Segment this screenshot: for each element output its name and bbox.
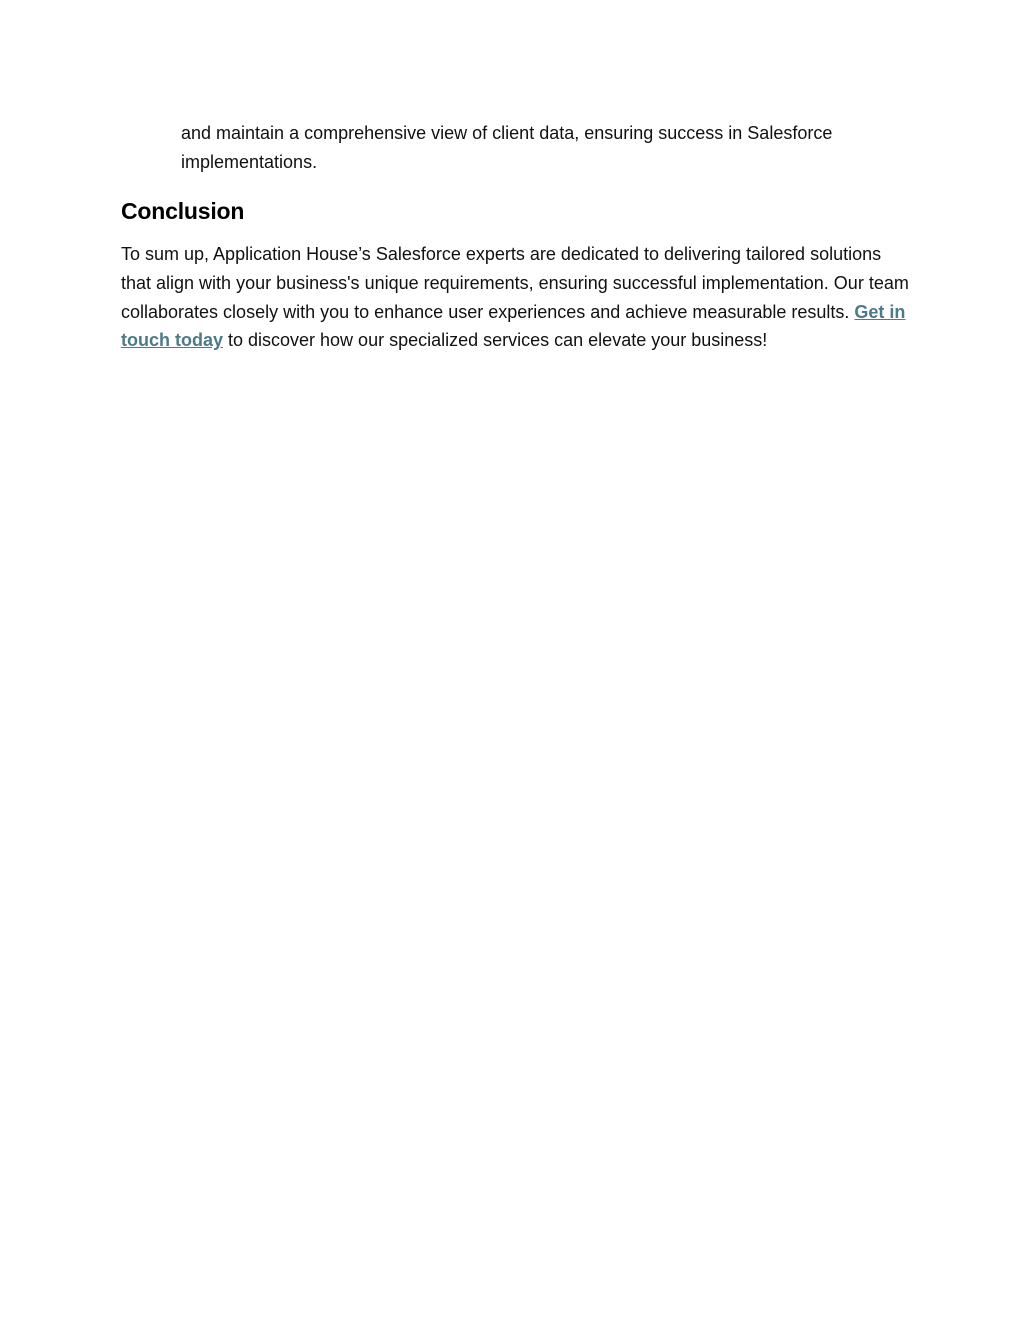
conclusion-text-before-link: To sum up, Application House’s Salesforce experts are dedicated to delivering tailored solutions that align with your business's unique requirements, ensuring successful implementation. Our team collaborates closely with you to enhance user experiences and achieve measurable results. xyxy=(121,244,909,322)
conclusion-text-after-link: to discover how our specialized services can elevate your business! xyxy=(223,330,768,351)
conclusion-heading: Conclusion xyxy=(121,198,245,224)
conclusion-paragraph xyxy=(121,240,911,355)
get-in-touch-link[interactable]: Get in touch today xyxy=(121,301,906,351)
continued-paragraph: and maintain a comprehensive view of client data, ensuring success in Salesforce implementations. xyxy=(181,123,833,172)
